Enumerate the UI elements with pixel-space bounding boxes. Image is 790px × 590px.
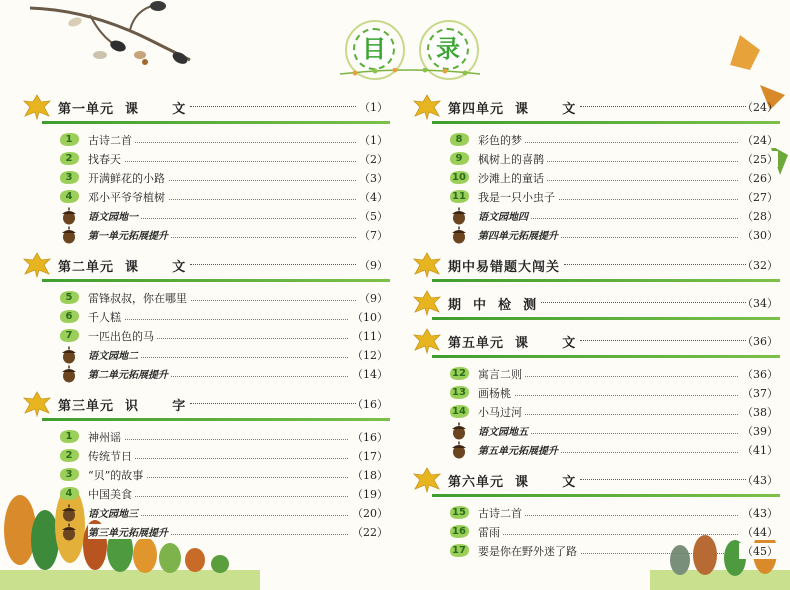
toc-entry[interactable] (20, 288, 390, 307)
maple-leaf-icon (412, 252, 442, 282)
lesson-list (20, 421, 390, 547)
entry-title: 语文园地一 (88, 208, 141, 223)
toc-entry[interactable] (410, 421, 780, 440)
entry-title: 第二单元拓展提升 (88, 366, 171, 381)
toc-entry[interactable] (20, 149, 390, 168)
leader-dots (90, 319, 360, 320)
entry-page-number: （38） (739, 404, 778, 420)
heading-underline (42, 279, 390, 282)
toc-unit (20, 389, 390, 547)
toc-entry[interactable] (410, 206, 780, 225)
unit-heading: 第五单元 课 文 (448, 336, 577, 351)
heading-underline (432, 355, 780, 358)
toc-entry[interactable] (410, 130, 780, 149)
unit-heading: 期中易错题大闯关 (448, 260, 561, 275)
lesson-number-badge: 12 (448, 366, 470, 381)
entry-page-number: （43） (739, 505, 778, 521)
leader-dots (190, 264, 356, 265)
entry-title: 一匹出色的马 (88, 328, 157, 344)
lesson-number-badge: 4 (58, 189, 80, 204)
unit-page-number: （32） (742, 259, 778, 272)
toc-entry[interactable] (20, 130, 390, 149)
lesson-number-badge: 8 (448, 132, 470, 147)
acorn-icon (60, 523, 78, 545)
toc-entry[interactable] (20, 484, 390, 503)
toc-unit (410, 92, 780, 250)
lesson-number-badge: 17 (448, 543, 470, 558)
entry-title: 雷雨 (478, 524, 503, 540)
toc-title (335, 18, 485, 80)
acorn-icon (60, 365, 78, 387)
lesson-number-badge: 4 (58, 486, 80, 501)
maple-leaf-icon (412, 94, 442, 124)
unit-page-number: （1） (359, 101, 388, 114)
toc-entry[interactable] (20, 345, 390, 364)
toc-entry[interactable] (410, 541, 780, 560)
maple-leaf-icon (412, 467, 442, 497)
toc-unit (410, 288, 780, 320)
unit-heading: 第三单元 识 字 (58, 399, 187, 414)
toc-unit (20, 92, 390, 250)
entry-title: “贝”的故事 (88, 467, 146, 483)
leader-dots (190, 106, 356, 107)
entry-page-number: （39） (739, 423, 778, 439)
unit-page-number: （43） (742, 474, 778, 487)
lesson-number-badge: 14 (448, 404, 470, 419)
unit-heading: 期 中 检 测 (448, 298, 538, 313)
heading-underline (42, 121, 390, 124)
lesson-number-badge: 11 (448, 189, 470, 204)
unit-heading-row[interactable] (20, 92, 390, 124)
entry-page-number: （16） (349, 429, 388, 445)
entry-title: 古诗二首 (478, 505, 525, 521)
entry-title: 语文园地四 (478, 208, 531, 223)
leader-dots (90, 161, 360, 162)
lesson-number-badge: 16 (448, 524, 470, 539)
toc-entry[interactable] (410, 503, 780, 522)
entry-page-number: （36） (739, 366, 778, 382)
entry-page-number: （11） (349, 328, 388, 344)
lesson-number-badge: 15 (448, 505, 470, 520)
acorn-icon (60, 226, 78, 248)
leader-dots (580, 340, 746, 341)
entry-title: 第三单元拓展提升 (88, 524, 171, 539)
toc-entry[interactable] (20, 465, 390, 484)
unit-heading-row[interactable] (410, 326, 780, 358)
toc-unit (410, 326, 780, 465)
unit-heading: 第六单元 课 文 (448, 475, 577, 490)
toc-entry[interactable] (410, 225, 780, 244)
entry-title: 第一单元拓展提升 (88, 227, 171, 242)
entry-page-number: （45） (739, 543, 778, 559)
unit-heading: 第二单元 课 文 (58, 260, 187, 275)
entry-page-number: （41） (739, 442, 778, 458)
leader-dots (190, 403, 356, 404)
entry-page-number: （19） (349, 486, 388, 502)
leader-dots (580, 479, 746, 480)
entry-title: 第四单元拓展提升 (478, 227, 561, 242)
maple-leaf-icon (412, 290, 442, 320)
maple-leaf-icon (22, 94, 52, 124)
branch-illustration (30, 0, 200, 75)
entry-title: 语文园地五 (478, 423, 531, 438)
unit-heading: 第四单元 课 文 (448, 102, 577, 117)
toc-entry[interactable] (410, 402, 780, 421)
toc-unit (410, 465, 780, 566)
unit-heading-row[interactable] (410, 465, 780, 497)
unit-page-number: （36） (742, 335, 778, 348)
entry-page-number: （25） (739, 151, 778, 167)
unit-heading: 第一单元 课 文 (58, 102, 187, 117)
toc-entry[interactable] (20, 326, 390, 345)
entry-page-number: （5） (356, 208, 388, 224)
entry-page-number: （27） (739, 189, 778, 205)
toc-entry[interactable] (20, 364, 390, 383)
leader-dots (480, 395, 750, 396)
toc-right-column (410, 92, 780, 566)
acorn-icon (450, 226, 468, 248)
entry-title: 语文园地二 (88, 347, 141, 362)
entry-title: 枫树上的喜鹊 (478, 151, 547, 167)
lesson-number-badge: 2 (58, 151, 80, 166)
lesson-list (20, 124, 390, 250)
lesson-list (410, 124, 780, 250)
entry-title: 邓小平爷爷植树 (88, 189, 168, 205)
title-vine-decoration (335, 68, 485, 80)
entry-title: 语文园地三 (88, 505, 141, 520)
unit-heading-row[interactable] (20, 250, 390, 282)
toc-entry[interactable] (20, 187, 390, 206)
toc-entry[interactable] (20, 446, 390, 465)
entry-title: 小马过河 (478, 404, 525, 420)
toc-unit (20, 250, 390, 389)
entry-page-number: （1） (356, 132, 388, 148)
entry-page-number: （18） (349, 467, 388, 483)
leader-dots (480, 534, 750, 535)
unit-heading-row[interactable] (410, 288, 780, 320)
entry-title: 我是一只小虫子 (478, 189, 558, 205)
entry-page-number: （9） (356, 290, 388, 306)
leader-dots (541, 302, 746, 303)
lesson-number-badge: 9 (448, 151, 470, 166)
leader-dots (580, 106, 746, 107)
maple-leaf-icon (22, 391, 52, 421)
lesson-number-badge: 2 (58, 448, 80, 463)
unit-page-number: （16） (352, 398, 388, 411)
lesson-list (410, 497, 780, 566)
toc-entry[interactable] (410, 168, 780, 187)
entry-title: 画杨桃 (478, 385, 514, 401)
entry-title: 开满鲜花的小路 (88, 170, 168, 186)
entry-title: 古诗二首 (88, 132, 135, 148)
entry-title: 彩色的梦 (478, 132, 525, 148)
entry-title: 第五单元拓展提升 (478, 442, 561, 457)
unit-heading-row[interactable] (20, 389, 390, 421)
lesson-number-badge: 7 (58, 328, 80, 343)
toc-entry[interactable] (20, 522, 390, 541)
entry-title: 找春天 (88, 151, 124, 167)
toc-entry[interactable] (410, 383, 780, 402)
entry-page-number: （4） (356, 189, 388, 205)
entry-title: 寓言二则 (478, 366, 525, 382)
toc-entry[interactable] (20, 427, 390, 446)
toc-entry[interactable] (410, 522, 780, 541)
acorn-icon (450, 441, 468, 463)
entry-page-number: （7） (356, 227, 388, 243)
toc-entry[interactable] (410, 187, 780, 206)
unit-page-number: （34） (742, 297, 778, 310)
entry-page-number: （17） (349, 448, 388, 464)
lesson-number-badge: 13 (448, 385, 470, 400)
entry-page-number: （22） (349, 524, 388, 540)
entry-page-number: （24） (739, 132, 778, 148)
toc-entry[interactable] (20, 206, 390, 225)
lesson-list (20, 282, 390, 389)
entry-page-number: （3） (356, 170, 388, 186)
toc-entry[interactable] (20, 503, 390, 522)
title-char-1: 目 (353, 28, 395, 70)
lesson-number-badge: 5 (58, 290, 80, 305)
entry-page-number: （30） (739, 227, 778, 243)
toc-entry[interactable] (20, 307, 390, 326)
entry-title: 传统节日 (88, 448, 135, 464)
toc-unit (410, 250, 780, 282)
maple-leaf-icon (412, 328, 442, 358)
toc-left-column (20, 92, 390, 547)
unit-page-number: （24） (742, 101, 778, 114)
heading-underline (432, 121, 780, 124)
entry-page-number: （12） (349, 347, 388, 363)
entry-title: 要是你在野外迷了路 (478, 543, 580, 559)
entry-page-number: （28） (739, 208, 778, 224)
leader-dots (90, 439, 360, 440)
heading-underline (432, 494, 780, 497)
lesson-number-badge: 1 (58, 132, 80, 147)
title-char-2: 录 (427, 28, 469, 70)
entry-title: 千人糕 (88, 309, 124, 325)
entry-title: 神州谣 (88, 429, 124, 445)
entry-title: 雷锋叔叔，你在哪里 (88, 290, 190, 306)
lesson-number-badge: 3 (58, 170, 80, 185)
entry-title: 沙滩上的童话 (478, 170, 547, 186)
entry-title: 中国美食 (88, 486, 135, 502)
heading-underline (432, 317, 780, 320)
toc-entry[interactable] (20, 168, 390, 187)
toc-entry[interactable] (410, 440, 780, 459)
entry-page-number: （14） (349, 366, 388, 382)
lesson-number-badge: 3 (58, 467, 80, 482)
heading-underline (42, 418, 390, 421)
toc-entry[interactable] (410, 364, 780, 383)
entry-page-number: （44） (739, 524, 778, 540)
entry-page-number: （10） (349, 309, 388, 325)
lesson-number-badge: 10 (448, 170, 470, 185)
lesson-list (410, 358, 780, 465)
entry-page-number: （26） (739, 170, 778, 186)
unit-heading-row[interactable] (410, 92, 780, 124)
unit-heading-row[interactable] (410, 250, 780, 282)
toc-entry[interactable] (410, 149, 780, 168)
maple-leaf-icon (22, 252, 52, 282)
lesson-number-badge: 1 (58, 429, 80, 444)
heading-underline (432, 279, 780, 282)
entry-page-number: （20） (349, 505, 388, 521)
toc-entry[interactable] (20, 225, 390, 244)
leader-dots (564, 264, 746, 265)
entry-page-number: （37） (739, 385, 778, 401)
lesson-number-badge: 6 (58, 309, 80, 324)
entry-page-number: （2） (356, 151, 388, 167)
unit-page-number: （9） (359, 259, 388, 272)
